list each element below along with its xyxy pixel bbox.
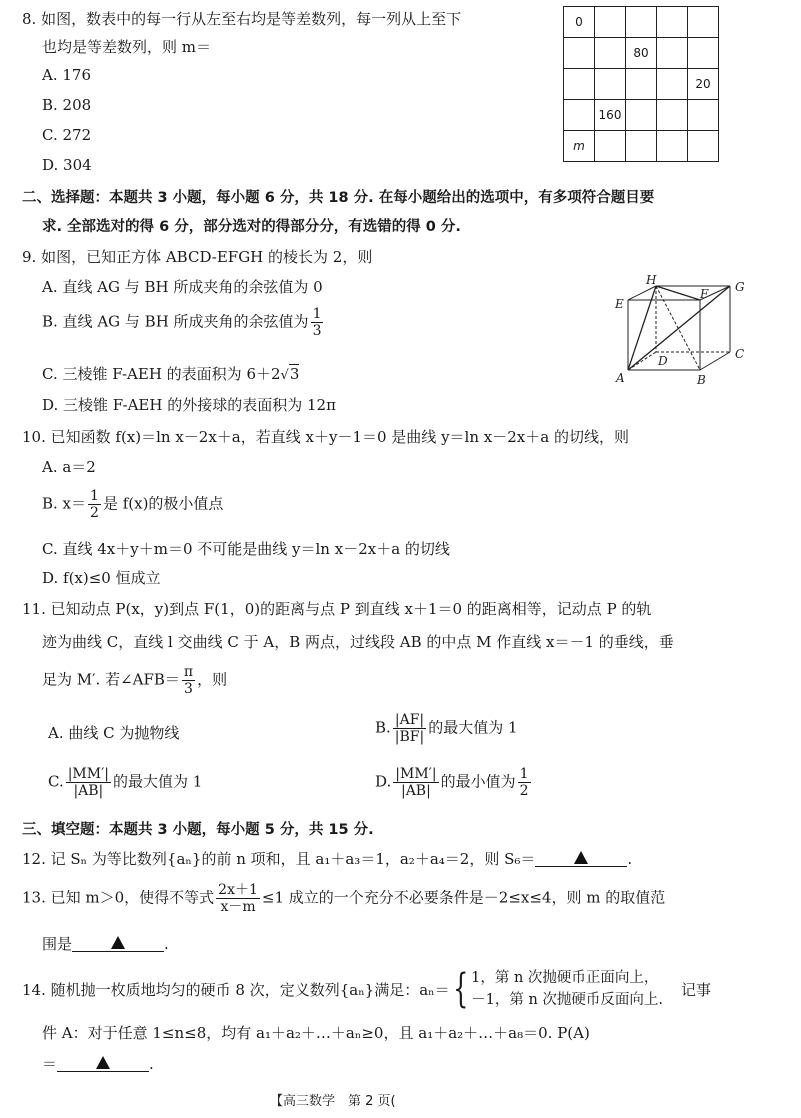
q9-option-c-text: C. 三棱锥 F-AEH 的表面积为 6＋2 <box>42 365 281 383</box>
q9-option-d: D. 三棱锥 F-AEH 的外接球的表面积为 12π <box>42 396 336 414</box>
q11-option-a: A. 曲线 C 为抛物线 <box>48 724 180 742</box>
q11-option-c <box>48 766 202 799</box>
fraction-denominator: 2 <box>90 505 99 522</box>
q11-line1: 11. 已知动点 P(x，y)到点 F(1，0)的距离与点 P 到直线 x＋1＝0 的距离相等，记动点 P 的轨 <box>22 600 652 618</box>
q12-end: . <box>627 850 633 868</box>
edge-bc <box>700 352 730 370</box>
table-cell: 80 <box>626 38 657 69</box>
option-label: B. <box>375 718 391 737</box>
q8-stem-line1: 8. 如图，数表中的每一行从左至右均是等差数列，每一列从上至下 <box>22 10 462 28</box>
q8-option-b: B. 208 <box>42 96 92 114</box>
q8-stem-line2: 也均是等差数列，则 m＝ <box>42 38 211 56</box>
fraction-denominator: |BF| <box>394 729 425 746</box>
cube-label: G <box>735 280 745 294</box>
section3-heading: 三、填空题：本题共 3 小题，每小题 5 分，共 15 分. <box>22 822 374 838</box>
q13-line2-text: 围是 <box>42 935 73 953</box>
table-cell <box>626 100 657 131</box>
table-cell <box>564 38 595 69</box>
table-cell: 20 <box>688 69 719 100</box>
triangle-icon <box>574 851 588 864</box>
q14-equals: ＝ <box>42 1055 58 1073</box>
q14-prefix: 14. 随机抛一枚质地均匀的硬币 8 次，定义数列{aₙ}满足：aₙ＝ <box>22 980 450 999</box>
q12-text <box>22 848 632 869</box>
q11-option-c-fraction <box>66 766 111 799</box>
table-cell <box>688 131 719 162</box>
q13-line1 <box>22 882 665 915</box>
q10-option-b-suffix: 是 f(x)的极小值点 <box>102 494 224 513</box>
cube-label: E <box>615 297 624 311</box>
q14-suffix: 记事 <box>681 980 712 999</box>
fraction-numerator: |AF| <box>393 712 426 729</box>
q8-option-a: A. 176 <box>42 66 91 84</box>
q10-stem: 10. 已知函数 f(x)＝ln x－2x＋a，若直线 x＋y－1＝0 是曲线 y＝ln x－2x＋a 的切线，则 <box>22 428 629 446</box>
table-cell <box>595 38 626 69</box>
q13-answer-blank[interactable] <box>72 935 164 952</box>
section2-heading-line1: 二、选择题：本题共 3 小题，每小题 6 分，共 18 分. 在每小题给出的选项中，有多项符合题目要 <box>22 190 655 206</box>
fraction-denominator: 2 <box>519 783 529 800</box>
q10-option-d: D. f(x)≤0 恒成立 <box>42 569 161 587</box>
table-cell <box>595 69 626 100</box>
q10-option-c: C. 直线 4x＋y＋m＝0 不可能是曲线 y＝ln x－2x＋a 的切线 <box>42 540 450 558</box>
table-cell <box>595 7 626 38</box>
left-brace-icon: { <box>452 966 469 1012</box>
q13-suffix: ≤1 成立的一个充分不必要条件是－2≤x≤4，则 m 的取值范 <box>261 888 666 907</box>
fraction-numerator: 1 <box>312 306 322 322</box>
q11-line3-prefix: 足为 M′. 若∠AFB＝ <box>42 670 180 689</box>
fraction-denominator: 3 <box>312 323 322 340</box>
q9-option-b-text: B. 直线 AG 与 BH 所成夹角的余弦值为 <box>42 312 309 331</box>
fraction-denominator: |AB| <box>400 783 431 800</box>
table-cell <box>688 38 719 69</box>
q11-option-d-fraction <box>393 766 438 799</box>
table-cell <box>657 38 688 69</box>
fraction-numerator: |MM′| <box>67 766 110 782</box>
q12-answer-blank[interactable] <box>535 850 627 867</box>
cube-label: H <box>646 274 657 287</box>
triangle-icon <box>111 936 125 949</box>
table-cell <box>595 131 626 162</box>
fraction-numerator: 1 <box>90 488 99 504</box>
q9-option-b-fraction <box>311 306 324 339</box>
page-footer: 【高三数学 第 2 页( <box>270 1094 396 1109</box>
q13-end: . <box>164 935 169 953</box>
q8-option-d: D. 304 <box>42 156 92 174</box>
q8-option-c: C. 272 <box>42 126 92 144</box>
option-label: C. <box>48 772 64 791</box>
segment-ag <box>628 286 730 370</box>
q9-stem: 9. 如图，已知正方体 ABCD-EFGH 的棱长为 2，则 <box>22 248 373 266</box>
q11-option-d-value <box>518 766 531 799</box>
table-cell: 160 <box>595 100 626 131</box>
q10-option-a: A. a＝2 <box>42 458 96 476</box>
cube-label: B <box>697 373 706 386</box>
q11-line3-suffix: ，则 <box>197 670 228 689</box>
q11-angle-fraction <box>182 664 195 697</box>
q14-line1 <box>22 964 711 1014</box>
table-cell <box>564 69 595 100</box>
cube-label: F <box>700 287 709 301</box>
segment-ah <box>628 286 656 370</box>
q9-option-c-sqrt: 3 <box>289 365 300 383</box>
fraction-numerator: 1 <box>519 766 529 782</box>
table-cell <box>626 131 657 162</box>
table-cell <box>564 100 595 131</box>
q9-option-c: C. 三棱锥 F-AEH 的表面积为 6＋2√3 <box>42 365 300 383</box>
q11-line3 <box>42 664 227 697</box>
q8-number-table <box>563 6 719 162</box>
table-cell <box>657 69 688 100</box>
q11-option-c-suffix: 的最大值为 1 <box>113 772 203 791</box>
table-cell: 0 <box>564 7 595 38</box>
section2-heading-line2: 求. 全部选对的得 6 分，部分选对的得部分分，有选错的得 0 分. <box>42 219 461 235</box>
q10-option-b-fraction <box>88 488 101 521</box>
q11-option-b-fraction <box>393 712 426 745</box>
q13-prefix: 13. 已知 m＞0，使得不等式 <box>22 888 215 907</box>
table-cell <box>657 7 688 38</box>
q10-option-b-prefix: B. x＝ <box>42 494 87 513</box>
table-cell <box>657 100 688 131</box>
q14-case1: 1，第 n 次抛硬币正面向上， <box>471 970 659 986</box>
table-cell <box>688 100 719 131</box>
q12-stem: 12. 记 Sₙ 为等比数列{aₙ}的前 n 项和，且 a₁＋a₃＝1，a₂＋a₄＝2，则 S₆＝ <box>22 850 536 868</box>
q14-line2: 件 A：对于任意 1≤n≤8，均有 a₁＋a₂＋…＋aₙ≥0，且 a₁＋a₂＋…＋a₈＝0. P(A) <box>42 1024 590 1042</box>
fraction-denominator: 3 <box>184 681 193 698</box>
q9-option-b <box>42 306 325 339</box>
fraction-numerator: π <box>183 664 194 680</box>
q11-line2: 迹为曲线 C，直线 l 交曲线 C 于 A，B 两点，过线段 AB 的中点 M 作直线 x＝－1 的垂线，垂 <box>42 633 674 651</box>
q11-option-b <box>375 712 518 745</box>
q11-option-d <box>375 766 533 799</box>
fraction-numerator: 2x＋1 <box>218 882 258 898</box>
q14-end: . <box>149 1055 154 1073</box>
segment-hf <box>656 286 700 300</box>
fraction-numerator: |MM′| <box>395 766 437 782</box>
q14-line3 <box>42 1053 154 1074</box>
table-cell <box>657 131 688 162</box>
q10-option-b <box>42 488 223 521</box>
cube-label: A <box>616 371 625 385</box>
option-label: D. <box>375 772 392 791</box>
q11-option-b-suffix: 的最大值为 1 <box>428 718 518 737</box>
table-cell <box>688 7 719 38</box>
fraction-denominator: |AB| <box>73 783 104 800</box>
fraction-denominator: x－m <box>220 899 256 916</box>
q14-case2: －1，第 n 次抛硬币反面向上. <box>471 992 663 1008</box>
table-cell: m <box>564 131 595 162</box>
table-cell <box>626 69 657 100</box>
q13-line2 <box>42 933 169 954</box>
cube-label: C <box>735 347 745 361</box>
q14-answer-blank[interactable] <box>57 1055 149 1072</box>
triangle-icon <box>96 1056 110 1069</box>
cube-label: D <box>658 354 668 368</box>
q9-option-a: A. 直线 AG 与 BH 所成夹角的余弦值为 0 <box>42 278 323 296</box>
q11-option-d-suffix: 的最小值为 <box>440 772 516 791</box>
cube-figure <box>608 274 758 386</box>
q13-fraction <box>216 882 260 915</box>
table-cell <box>626 7 657 38</box>
q14-cases <box>471 967 663 1011</box>
